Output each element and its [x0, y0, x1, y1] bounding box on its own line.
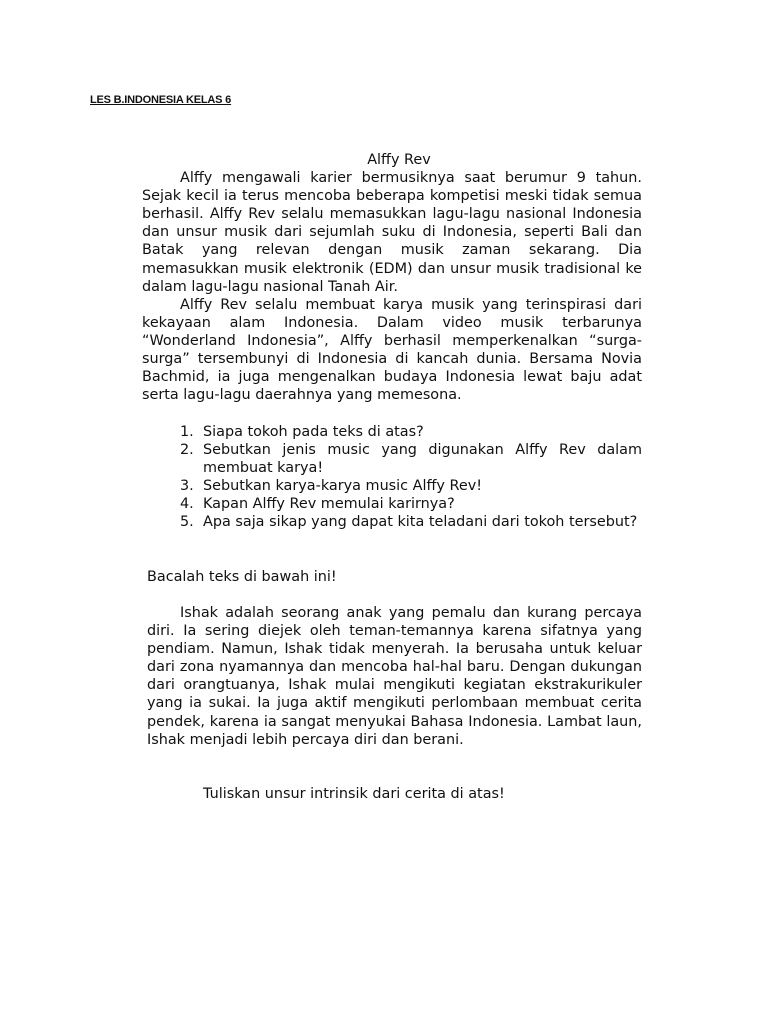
story-title: Alffy Rev — [367, 152, 431, 168]
question-item — [142, 423, 642, 441]
question-item — [142, 513, 642, 531]
question-item — [142, 495, 642, 513]
question-text: Sebutkan jenis music yang digunakan Alffy Rev dalam membuat karya! — [203, 442, 642, 477]
question-item — [142, 477, 642, 495]
story-alffy-rev — [142, 151, 642, 404]
question-text: Siapa tokoh pada teks di atas? — [203, 424, 424, 440]
story-paragraph-2: Alffy Rev selalu membuat karya musik yang terinspirasi dari kekayaan alam Indonesia. Dalam video musik terbarunya “Wonderland Indonesia”, Alffy berhasil memperkenalkan “surga-surga” tersembunyi di Indonesia di kancah dunia. Bersama Novia Bachmid, ia juga mengenalkan budaya Indonesia lewat baju adat serta lagu-lagu daerahnya yang memesona. — [142, 296, 642, 404]
story-paragraph-1: Alffy mengawali karier bermusiknya saat berumur 9 tahun. Sejak kecil ia terus mencoba beberapa kompetisi meski tidak semua berhasil. Alffy Rev selalu memasukkan lagu-lagu nasional Indonesia dan unsur musik dari sejumlah suku di Indonesia, seperti Bali dan Batak yang relevan dengan musik zaman sekarang. Dia memasukkan musik elektronik (EDM) dan unsur musik tradisional ke dalam lagu-lagu nasional Tanah Air. — [142, 170, 642, 295]
task-instruction: Tuliskan unsur intrinsik dari cerita di atas! — [203, 786, 505, 802]
question-number: 4. — [180, 496, 194, 513]
question-item — [142, 441, 642, 477]
question-number: 5. — [180, 514, 194, 531]
reading-instruction: Bacalah teks di bawah ini! — [147, 569, 337, 585]
question-number: 3. — [180, 478, 194, 495]
story-ishak-paragraph: Ishak adalah seorang anak yang pemalu dan kurang percaya diri. Ia sering diejek oleh teman-temannya karena sifatnya yang pendiam. Namun, Ishak tidak menyerah. Ia berusaha untuk keluar dari zona nyamannya dan mencoba hal-hal baru. Dengan dukungan dari orangtuanya, Ishak mulai mengikuti kegiatan ekstrakurikuler yang ia sukai. Ia juga aktif mengikuti perlombaan membuat cerita pendek, karena ia sangat menyukai Bahasa Indonesia. Lambat laun, Ishak menjadi lebih percaya diri dan berani. — [147, 605, 642, 748]
story-ishak — [147, 604, 642, 749]
question-list — [142, 423, 642, 532]
question-number: 1. — [180, 424, 194, 440]
question-text: Sebutkan karya-karya music Alffy Rev! — [203, 478, 483, 495]
question-text: Apa saja sikap yang dapat kita teladani dari tokoh tersebut? — [203, 514, 638, 531]
question-number: 2. — [180, 442, 194, 459]
document-header: LES B.INDONESIA KELAS 6 — [90, 94, 232, 106]
question-text: Kapan Alffy Rev memulai karirnya? — [203, 496, 455, 513]
